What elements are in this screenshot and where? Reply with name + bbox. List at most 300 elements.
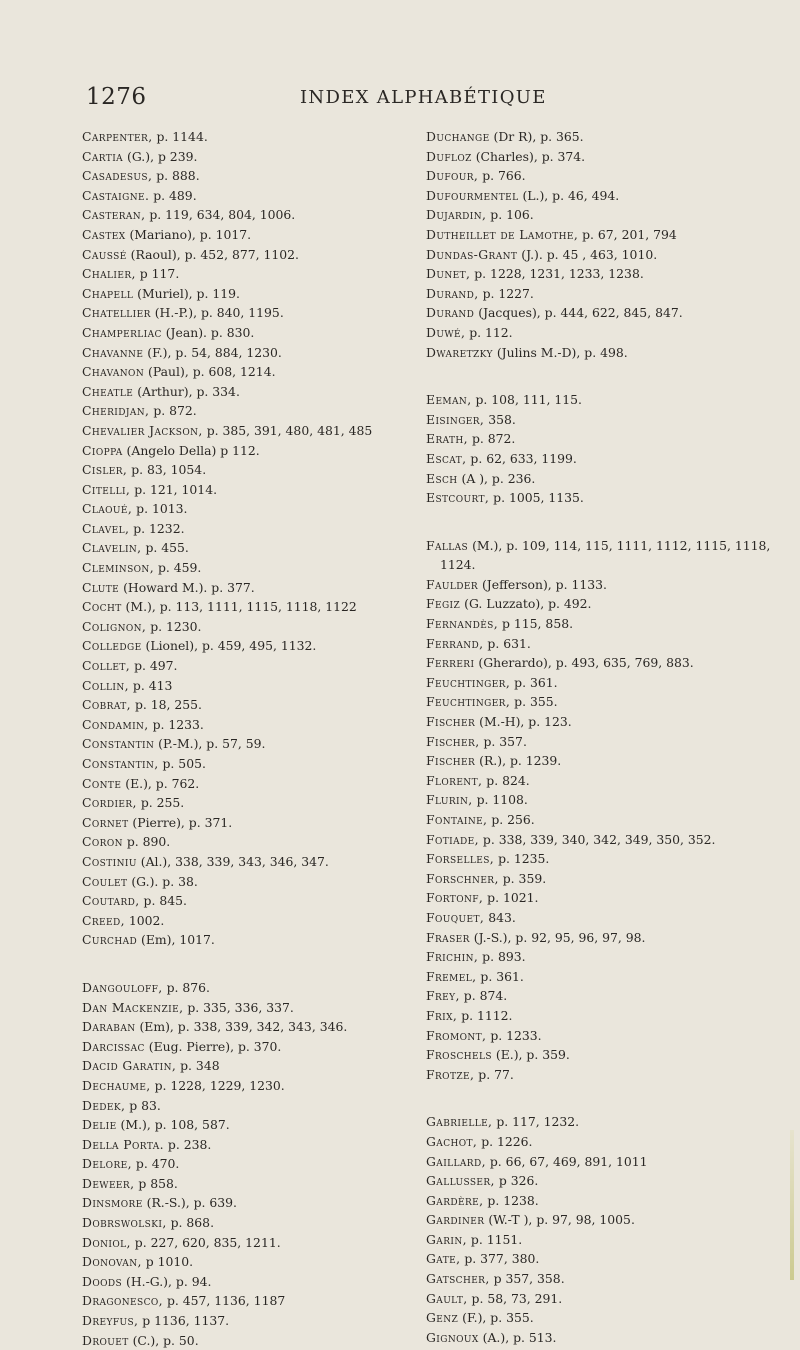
index-entry — [82, 186, 410, 206]
entry-name: Gachot, — [426, 1133, 478, 1149]
index-entry — [82, 519, 410, 539]
entry-name: Collet, — [82, 658, 131, 674]
entry-page-refs: (L.), p. 46, 494. — [518, 187, 620, 203]
entry-name: Chatellier — [82, 305, 151, 321]
entry-name: Duwé, — [426, 324, 466, 340]
index-entry — [82, 1115, 410, 1135]
index-entry — [82, 441, 410, 461]
entry-name: Escat, — [426, 450, 467, 466]
index-entry — [82, 1017, 410, 1037]
entry-name: Dunet, — [426, 266, 471, 282]
index-entry — [426, 810, 778, 830]
entry-name: Gatscher, — [426, 1271, 490, 1287]
entry-page-refs: (Em), 1017. — [137, 932, 215, 948]
index-entry — [426, 245, 778, 265]
entry-page-refs: p. 1232. — [129, 520, 185, 536]
entry-page-refs: (Arthur), p. 334. — [133, 383, 240, 399]
entry-page-refs: (P.-M.), p. 57, 59. — [154, 736, 266, 752]
entry-page-refs: (G.). p. 38. — [127, 873, 198, 889]
entry-name: Castex — [82, 226, 126, 242]
index-entry — [82, 978, 410, 998]
entry-name: Colignon, — [82, 618, 147, 634]
entry-name: Fischer, — [426, 733, 480, 749]
entry-name: Dobrswolski, — [82, 1215, 167, 1231]
index-entry — [82, 1331, 410, 1350]
entry-page-refs: p. 255. — [136, 795, 185, 811]
entry-page-refs: (J.). p. 45 , 463, 1010. — [517, 246, 658, 262]
page-number: 1276 — [86, 84, 147, 110]
entry-name: Deweer, — [82, 1175, 135, 1191]
entry-page-refs: (Lionel), p. 459, 495, 1132. — [141, 638, 317, 654]
entry-name: Dujardin, — [426, 207, 487, 223]
index-entry — [82, 832, 410, 852]
entry-page-refs: p. 1108. — [472, 792, 528, 808]
index-entry — [426, 1328, 778, 1348]
index-entry — [82, 1174, 410, 1194]
index-entry — [82, 930, 410, 950]
entry-page-refs: p. 876. — [162, 979, 210, 995]
index-entry — [82, 636, 410, 656]
entry-page-refs: p. 108, 111, 115. — [471, 392, 582, 408]
entry-name: Erath, — [426, 431, 469, 447]
entry-name: Dinsmore — [82, 1195, 143, 1211]
index-entry — [82, 245, 410, 265]
entry-page-refs: (A.), p. 513. — [478, 1329, 557, 1345]
entry-name: Cisler, — [82, 462, 128, 478]
entry-name: Dan Mackenzie, — [82, 999, 184, 1015]
index-entry — [426, 1230, 778, 1250]
entry-name: Fromont, — [426, 1027, 487, 1043]
entry-page-refs: (H.-P.), p. 840, 1195. — [150, 305, 284, 321]
entry-name: Delore, — [82, 1156, 132, 1172]
index-entry — [82, 147, 410, 167]
entry-name: Claoué, — [82, 501, 133, 517]
entry-page-refs: (Jefferson), p. 1133. — [478, 576, 607, 592]
entry-page-refs: p. 1005, 1135. — [489, 490, 584, 506]
entry-name: Estcourt, — [426, 490, 490, 506]
index-entry — [426, 594, 778, 614]
index-entry — [426, 908, 778, 928]
entry-page-refs: p. 872. — [468, 431, 516, 447]
entry-name: Darcissac — [82, 1038, 145, 1054]
index-entry — [426, 712, 778, 732]
entry-page-refs: p. 1227. — [478, 285, 534, 301]
entry-page-refs: (Angelo Della) p 112. — [122, 442, 260, 458]
index-entry — [82, 774, 410, 794]
group-separator — [426, 508, 778, 536]
entry-page-refs: p 83. — [125, 1097, 161, 1113]
entry-page-refs: 1002. — [124, 912, 165, 928]
entry-name: Florent, — [426, 772, 483, 788]
index-entry — [82, 1213, 410, 1233]
entry-page-refs: (Jacques), p. 444, 622, 845, 847. — [474, 305, 683, 321]
entry-page-refs: p 117. — [135, 266, 180, 282]
entry-page-refs: p. 117, 1232. — [492, 1114, 580, 1130]
entry-name: Donovan, — [82, 1254, 142, 1270]
entry-page-refs: p. 1112. — [457, 1007, 513, 1023]
entry-name: Clute — [82, 579, 120, 595]
index-entry — [82, 1233, 410, 1253]
entry-name: Cornet — [82, 814, 129, 830]
index-entry — [82, 1037, 410, 1057]
entry-name: Drouet — [82, 1332, 129, 1348]
entry-page-refs: (R.), p. 1239. — [475, 753, 562, 769]
index-entry — [82, 872, 410, 892]
index-entry — [82, 597, 410, 617]
entry-name: Dutheillet de Lamothe, — [426, 226, 579, 242]
entry-page-refs: p. 413 — [128, 677, 173, 693]
index-entry — [82, 480, 410, 500]
entry-name: Gardiner — [426, 1212, 485, 1228]
index-entry — [426, 186, 778, 206]
entry-page-refs: (Mariano), p. 1017. — [125, 226, 252, 242]
entry-name: Fouquet, — [426, 909, 485, 925]
entry-name: Cheridjan, — [82, 403, 150, 419]
entry-name: Gabrielle, — [426, 1114, 493, 1130]
entry-page-refs: p. 1233. — [486, 1027, 542, 1043]
entry-name: Dreyfus, — [82, 1313, 139, 1329]
entry-page-refs: p. 872. — [149, 403, 197, 419]
entry-name: Dedek, — [82, 1097, 126, 1113]
entry-name: Coulet — [82, 873, 128, 889]
entry-name: Fortonf, — [426, 890, 484, 906]
entry-name: Carpenter, — [82, 129, 153, 144]
entry-page-refs: p. 67, 201, 794 — [578, 226, 677, 242]
entry-name: Esch — [426, 470, 458, 486]
entry-name: Ferrand, — [426, 635, 484, 651]
entry-page-refs: (M.), p. 108, 587. — [116, 1117, 230, 1133]
entry-page-refs: p 326. — [494, 1173, 539, 1189]
index-entry — [426, 673, 778, 693]
entry-page-refs: (F.), p. 355. — [458, 1310, 534, 1326]
entry-page-refs: (Paul), p. 608, 1214. — [144, 364, 276, 380]
index-entry — [82, 421, 410, 441]
entry-name: Clavelin, — [82, 540, 142, 556]
index-entry — [426, 771, 778, 791]
entry-page-refs: (G. Luzzato), p. 492. — [460, 596, 592, 612]
entry-name: Constantin — [82, 736, 155, 752]
entry-name: Cleminson, — [82, 560, 155, 576]
index-entry — [426, 147, 778, 167]
entry-name: Eisinger, — [426, 411, 485, 427]
index-entry — [426, 1132, 778, 1152]
index-entry — [82, 362, 410, 382]
index-entry — [426, 264, 778, 284]
entry-page-refs: (Em), p. 338, 339, 342, 343, 346. — [135, 1019, 348, 1035]
entry-name: Gate, — [426, 1251, 461, 1267]
index-entry — [82, 166, 410, 186]
entry-page-refs: p. 361. — [510, 674, 558, 690]
entry-name: Dufour, — [426, 168, 479, 184]
entry-name: Gignoux — [426, 1329, 479, 1345]
entry-page-refs: p. 893. — [478, 949, 526, 965]
index-entry — [426, 888, 778, 908]
index-entry — [82, 460, 410, 480]
index-entry — [426, 1112, 778, 1132]
entry-page-refs: (M.-H), p. 123. — [475, 714, 572, 730]
entry-page-refs: (Julins M.-D), p. 498. — [492, 344, 628, 360]
entry-name: Caussé — [82, 246, 127, 262]
entry-name: Dufloz — [426, 148, 472, 164]
entry-page-refs: p. 348 — [176, 1058, 220, 1074]
index-entry — [82, 813, 410, 833]
entry-page-refs: p 1136, 1137. — [138, 1313, 230, 1329]
entry-page-refs: p. 1021. — [483, 890, 539, 906]
entry-page-refs: p. 112. — [465, 324, 513, 340]
index-entry — [426, 1269, 778, 1289]
index-entry — [82, 676, 410, 696]
entry-name: Ferreri — [426, 655, 475, 671]
entry-page-refs: p. 890. — [122, 834, 171, 850]
index-entry — [82, 1135, 410, 1155]
entry-name: Dundas-Grant — [426, 246, 518, 262]
index-entry — [82, 695, 410, 715]
entry-page-refs: p. 106. — [486, 207, 534, 223]
entry-page-refs: p. 845. — [139, 893, 187, 909]
index-entry — [426, 469, 778, 489]
page-edge-stain — [790, 1130, 794, 1280]
entry-page-refs: p. 77. — [474, 1066, 514, 1082]
entry-name: Dwaretzky — [426, 344, 493, 360]
entry-page-refs: p. 1144. — [152, 129, 208, 144]
index-entry — [426, 653, 778, 673]
entry-name: Feuchtinger, — [426, 674, 511, 690]
index-entry — [82, 284, 410, 304]
entry-page-refs: p. 361. — [476, 968, 524, 984]
entry-name: Fremel, — [426, 968, 477, 984]
index-entry — [82, 127, 410, 147]
entry-name: Chalier, — [82, 266, 136, 282]
index-entry — [426, 410, 778, 430]
entry-name: Forselles, — [426, 851, 495, 867]
entry-page-refs: p. 377, 380. — [460, 1251, 540, 1267]
entry-page-refs: (Raoul), p. 452, 877, 1102. — [126, 246, 299, 262]
entry-page-refs: p. 1228, 1231, 1233, 1238. — [470, 266, 644, 282]
entry-page-refs: (R.-S.), p. 639. — [142, 1195, 237, 1211]
entry-name: Cheatle — [82, 383, 134, 399]
entry-page-refs: (Al.), 338, 339, 343, 346, 347. — [136, 853, 329, 869]
group-separator — [82, 950, 410, 978]
index-entry — [426, 967, 778, 987]
index-entry — [82, 343, 410, 363]
index-entry — [426, 1006, 778, 1026]
entry-page-refs: p. 888. — [152, 168, 200, 184]
index-entry — [426, 127, 778, 147]
index-entry — [82, 1291, 410, 1311]
index-entry — [82, 538, 410, 558]
index-entry — [82, 1311, 410, 1331]
entry-page-refs: p. 338, 339, 340, 342, 349, 350, 352. — [478, 831, 716, 847]
entry-name: Costiniu — [82, 853, 137, 869]
entry-name: Creed, — [82, 912, 125, 928]
entry-page-refs: p. 457, 1136, 1187 — [163, 1293, 286, 1309]
entry-name: Cobrat, — [82, 697, 131, 713]
entry-page-refs: p. 455. — [141, 540, 189, 556]
entry-name: Cartia — [82, 148, 124, 164]
entry-name: Della Porta. — [82, 1136, 164, 1152]
entry-name: Gardère, — [426, 1192, 484, 1208]
entry-name: Fallas — [426, 537, 469, 553]
entry-name: Faulder — [426, 576, 479, 592]
entry-name: Garin, — [426, 1231, 467, 1247]
entry-page-refs: p. 385, 391, 480, 481, 485 — [202, 422, 373, 438]
entry-page-refs: (H.-G.), p. 94. — [122, 1273, 212, 1289]
entry-name: Colledge — [82, 638, 142, 654]
entry-name: Fotiade, — [426, 831, 479, 847]
group-separator — [426, 1084, 778, 1112]
index-entry — [426, 751, 778, 771]
index-entry — [82, 656, 410, 676]
entry-name: Dangouloff, — [82, 979, 163, 995]
index-entry — [426, 166, 778, 186]
index-entry — [426, 1289, 778, 1309]
entry-name: Frey, — [426, 988, 460, 1004]
index-entry — [82, 1076, 410, 1096]
entry-page-refs: p 357, 358. — [489, 1271, 565, 1287]
entry-page-refs: p. 1233. — [148, 716, 204, 732]
entry-page-refs: p. 227, 620, 835, 1211. — [130, 1234, 281, 1250]
entry-name: Eeman, — [426, 392, 472, 408]
entry-page-refs: (A ), p. 236. — [457, 470, 536, 486]
index-entry — [426, 303, 778, 323]
entry-name: Fegiz — [426, 596, 461, 612]
entry-page-refs: p. 824. — [482, 772, 530, 788]
index-entry — [82, 264, 410, 284]
entry-page-refs: p. 119, 634, 804, 1006. — [145, 207, 296, 223]
entry-page-refs: p. 121, 1014. — [130, 481, 218, 497]
entry-name: Doods — [82, 1273, 123, 1289]
entry-page-refs: p. 1238. — [483, 1192, 539, 1208]
entry-name: Daraban — [82, 1019, 136, 1035]
entry-name: Forschner, — [426, 870, 499, 886]
index-entry — [426, 928, 778, 948]
entry-name: Dechaume, — [82, 1077, 151, 1093]
index-entry — [426, 849, 778, 869]
index-entry — [426, 732, 778, 752]
entry-name: Fischer — [426, 714, 476, 730]
index-entry — [426, 429, 778, 449]
entry-name: Frichin, — [426, 949, 479, 965]
entry-page-refs: p. 868. — [166, 1215, 215, 1231]
entry-page-refs: (Charles), p. 374. — [471, 148, 586, 164]
index-entry — [82, 323, 410, 343]
index-entry — [426, 225, 778, 245]
entry-name: Durand — [426, 305, 475, 321]
index-entry — [82, 558, 410, 578]
index-entry — [426, 986, 778, 1006]
index-entry — [426, 947, 778, 967]
entry-page-refs: (E.), p. 359. — [491, 1047, 570, 1063]
entry-name: Fontaine, — [426, 812, 488, 827]
index-entry — [82, 382, 410, 402]
entry-page-refs: p. 874. — [459, 988, 508, 1004]
entry-page-refs: p. 256. — [487, 812, 535, 827]
entry-name: Cocht — [82, 599, 122, 615]
index-column-right — [426, 127, 778, 1347]
index-entry — [426, 634, 778, 654]
index-entry — [426, 1191, 778, 1211]
entry-name: Fraser — [426, 929, 470, 945]
entry-name: Curchad — [82, 932, 138, 948]
entry-page-refs: p. 1151. — [466, 1231, 523, 1247]
entry-name: Conte — [82, 775, 122, 791]
entry-page-refs: (E.), p. 762. — [121, 775, 200, 791]
index-entry — [82, 1154, 410, 1174]
index-entry — [82, 1056, 410, 1076]
entry-name: Collin, — [82, 677, 129, 693]
entry-page-refs: p. 359. — [498, 870, 547, 886]
entry-page-refs: p. 1235. — [494, 851, 550, 867]
index-entry — [426, 1065, 778, 1085]
entry-page-refs: (M.), p. 109, 114, 115, 1111, 1112, 1115, 1118, 1124. — [440, 537, 771, 573]
entry-name: Doniol, — [82, 1234, 131, 1250]
index-entry — [426, 323, 778, 343]
entry-name: Delie — [82, 1117, 117, 1133]
entry-page-refs: (Howard M.). p. 377. — [119, 579, 255, 595]
index-entry — [426, 790, 778, 810]
entry-page-refs: p. 58, 73, 291. — [467, 1290, 563, 1306]
entry-page-refs: p. 355. — [510, 694, 558, 710]
entry-name: Gallusser, — [426, 1173, 495, 1189]
entry-page-refs: p. 1228, 1229, 1230. — [150, 1077, 285, 1093]
index-entry — [426, 1026, 778, 1046]
entry-page-refs: p. 335, 336, 337. — [183, 999, 294, 1015]
entry-name: Dufourmentel — [426, 187, 519, 203]
index-entry — [426, 869, 778, 889]
index-entry — [82, 734, 410, 754]
entry-page-refs: (M.), p. 113, 1111, 1115, 1118, 1122 — [121, 599, 357, 615]
entry-name: Clavel, — [82, 520, 130, 536]
entry-name: Dragonesco, — [82, 1293, 163, 1309]
index-entry — [82, 1272, 410, 1292]
entry-page-refs: (Jean). p. 830. — [161, 324, 255, 340]
entry-name: Castaigne. — [82, 187, 150, 203]
index-entry — [82, 852, 410, 872]
entry-page-refs: p. 66, 67, 469, 891, 1011 — [485, 1153, 648, 1169]
entry-page-refs: p. 766. — [478, 168, 526, 184]
entry-page-refs: p. 505. — [158, 756, 206, 771]
index-entry — [426, 1308, 778, 1328]
index-entry — [82, 617, 410, 637]
entry-page-refs: p. 631. — [483, 635, 531, 651]
index-entry — [82, 225, 410, 245]
entry-name: Chavanon — [82, 364, 145, 380]
index-entry — [426, 488, 778, 508]
entry-page-refs: p. 470. — [131, 1156, 180, 1172]
entry-name: Froschels — [426, 1047, 492, 1063]
entry-page-refs: p 1010. — [141, 1254, 194, 1270]
entry-name: Fischer — [426, 753, 476, 769]
entry-page-refs: (F.), p. 54, 884, 1230. — [143, 344, 282, 360]
entry-page-refs: 843. — [484, 909, 516, 925]
index-entry — [82, 303, 410, 323]
entry-page-refs: (J.-S.), p. 92, 95, 96, 97, 98. — [469, 929, 646, 945]
index-entry — [82, 998, 410, 1018]
index-entry — [82, 499, 410, 519]
entry-name: Casteran, — [82, 207, 146, 223]
entry-page-refs: (Gherardo), p. 493, 635, 769, 883. — [474, 655, 694, 671]
entry-name: Gaillard, — [426, 1153, 486, 1169]
index-entry — [426, 284, 778, 304]
entry-page-refs: (W.-T ), p. 97, 98, 1005. — [484, 1212, 635, 1228]
entry-page-refs: p. 489. — [149, 187, 197, 203]
entry-page-refs: (Pierre), p. 371. — [128, 814, 233, 830]
index-entry — [426, 205, 778, 225]
index-entry — [82, 911, 410, 931]
index-entry — [426, 692, 778, 712]
entry-name: Chavanne — [82, 344, 144, 360]
entry-name: Cordier, — [82, 795, 137, 811]
